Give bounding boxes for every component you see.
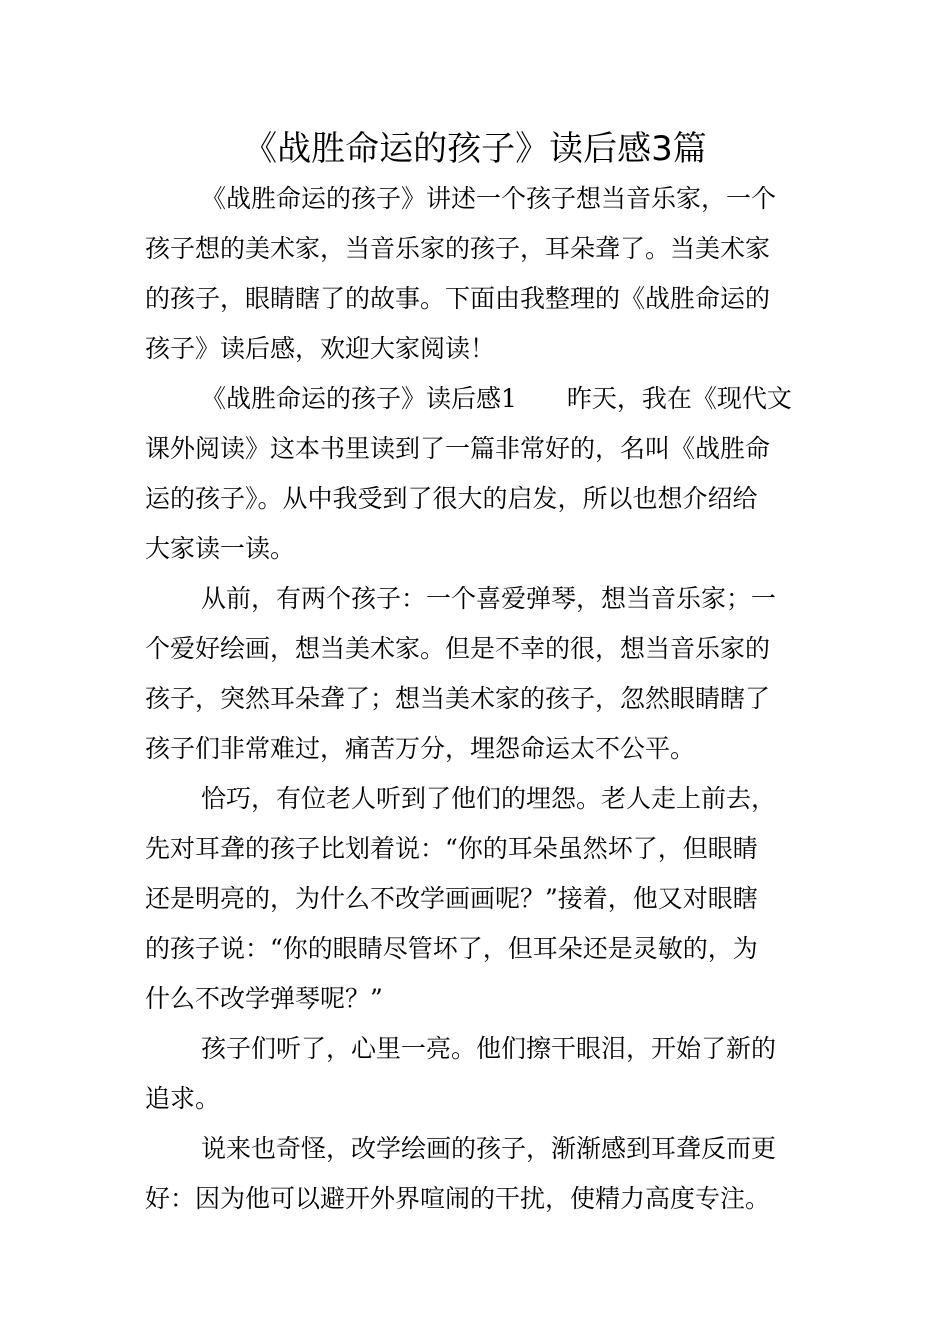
text-line: 从前，有两个孩子：一个喜爱弹琴，想当音乐家；一	[201, 584, 777, 613]
text-line: 追求。	[145, 1084, 221, 1113]
paragraph-old-man	[145, 774, 807, 1024]
text-line: 什么不改学弹琴呢？”	[145, 984, 383, 1013]
text-line: 运的孩子》。从中我受到了很大的启发，所以也想介绍给	[145, 484, 758, 513]
text-line: 孩子们非常难过，痛苦万分，埋怨命运太不公平。	[145, 734, 696, 763]
text-line: 先对耳聋的孩子比划着说：“你的耳朵虽然坏了，但眼睛	[145, 834, 758, 863]
text-line: 还是明亮的，为什么不改学画画呢？”接着，他又对眼瞎	[145, 884, 758, 913]
text-line: 说来也奇怪，改学绘画的孩子，渐渐感到耳聋反而更	[201, 1134, 777, 1163]
text-line: 大家读一读。	[145, 534, 296, 563]
text-line: 《战胜命运的孩子》讲述一个孩子想当音乐家，一个	[201, 184, 777, 213]
paragraph-story-start	[145, 574, 807, 774]
paragraph-essay-1-opening	[145, 374, 807, 574]
text-line: 孩子想的美术家，当音乐家的孩子，耳朵聋了。当美术家	[145, 234, 771, 263]
text-line: 《战胜命运的孩子》读后感1 昨天，我在《现代文	[201, 384, 792, 413]
text-line: 好：因为他可以避开外界喧闹的干扰，使精力高度专注。	[145, 1184, 771, 1213]
text-line: 孩子，突然耳朵聋了；想当美术家的孩子，忽然眼睛瞎了	[145, 684, 771, 713]
text-line: 的孩子说：“你的眼睛尽管坏了，但耳朵还是灵敏的，为	[145, 934, 758, 963]
document-body	[145, 174, 807, 1224]
text-line: 孩子》读后感，欢迎大家阅读！	[145, 334, 496, 363]
document-title: 《战胜命运的孩子》读后感3篇	[243, 129, 707, 169]
text-line: 的孩子，眼睛瞎了的故事。下面由我整理的《战胜命运的	[145, 284, 771, 313]
text-line: 孩子们听了，心里一亮。他们擦干眼泪，开始了新的	[201, 1034, 777, 1063]
text-line: 恰巧，有位老人听到了他们的埋怨。老人走上前去，	[201, 784, 777, 813]
paragraph-children-response	[145, 1024, 807, 1124]
paragraph-painting-child	[145, 1124, 807, 1224]
text-line: 课外阅读》这本书里读到了一篇非常好的，名叫《战胜命	[145, 434, 771, 463]
text-line: 个爱好绘画，想当美术家。但是不幸的很，想当音乐家的	[145, 634, 771, 663]
paragraph-intro	[145, 174, 807, 374]
